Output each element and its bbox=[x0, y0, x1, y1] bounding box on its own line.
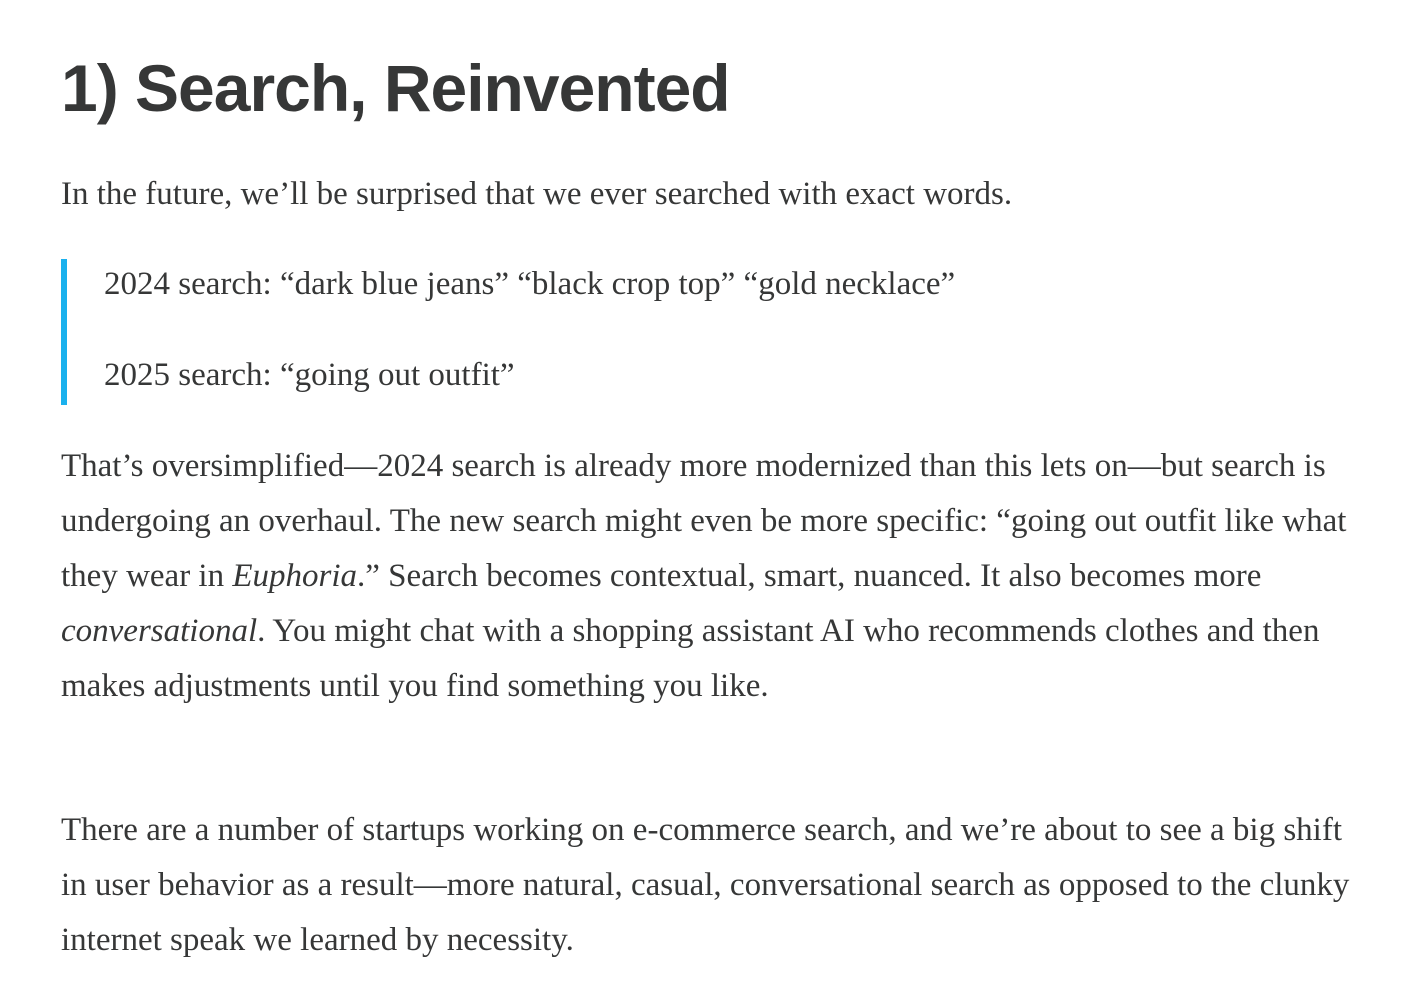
conversational-emphasis: conversational bbox=[61, 613, 258, 649]
paragraph-text-part: That’s oversimplified—2024 search is already more modernized than this lets on—but search is undergoing an overhaul. The new search might even be more specific: “going out outfit like what they wear in bbox=[61, 448, 1347, 594]
quote-line-2025: 2025 search: “going out outfit” bbox=[104, 357, 515, 393]
quote-line-2024: 2024 search: “dark blue jeans” “black crop top” “gold necklace” bbox=[104, 266, 956, 302]
startups-paragraph: There are a number of startups working on e-commerce search, and we’re about to see a big shift in user behavior as a result—more natural, casual, conversational search as opposed to the clunky internet speak we learned by necessity. bbox=[61, 812, 1350, 958]
paragraph-text-part: . You might chat with a shopping assistant AI who recommends clothes and then makes adjustments until you find something you like. bbox=[61, 613, 1320, 704]
paragraph-text-part: .” Search becomes contextual, smart, nuanced. It also becomes more bbox=[357, 558, 1262, 594]
show-title-emphasis: Euphoria bbox=[232, 558, 358, 594]
overhaul-paragraph bbox=[61, 439, 1371, 714]
intro-paragraph: In the future, we’ll be surprised that we ever searched with exact words. bbox=[61, 176, 1013, 212]
section-heading: 1) Search, Reinvented bbox=[61, 51, 730, 125]
search-examples-blockquote bbox=[61, 259, 1357, 405]
